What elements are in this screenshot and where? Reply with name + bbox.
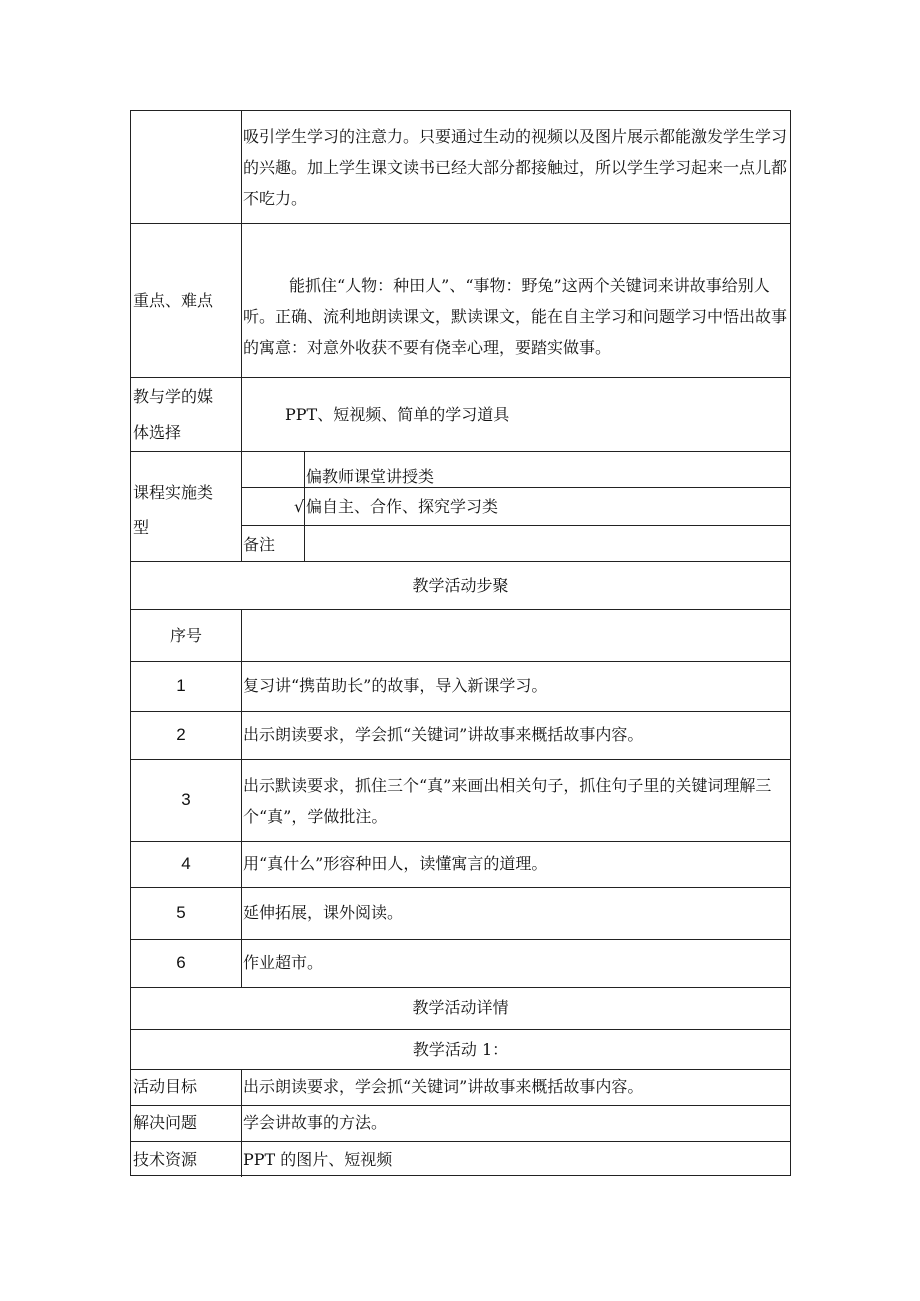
course-type-option-teacher: 偏教师课堂讲授类 xyxy=(306,467,435,486)
row-divider xyxy=(131,451,790,452)
step-text: 延伸拓展，课外阅读。 xyxy=(243,903,404,922)
goal-value: 出示朗读要求，学会抓“关键词”讲故事来概括故事内容。 xyxy=(243,1077,644,1096)
row-divider xyxy=(131,887,790,888)
column-divider xyxy=(241,609,242,987)
key-points-text: 能抓住“人物：种田人”、“事物：野兔”这两个关键词来讲故事给别人听。正确、流利地朗读课文，默读课文，能在自主学习和问题学习中悟出故事的寓意：对意外收获不要有侥幸心理，要踏实做事。 xyxy=(243,276,788,357)
row-divider xyxy=(131,661,790,662)
problem-value: 学会讲故事的方法。 xyxy=(243,1113,388,1132)
row-divider xyxy=(241,487,790,488)
intro-text: 吸引学生学习的注意力。只要通过生动的视频以及图片展示都能激发学生学习的兴趣。加上学生课文读书已经大部分都接触过，所以学生学习起来一点儿都不吃力。 xyxy=(243,127,788,208)
media-label-line2: 体选择 xyxy=(133,423,182,442)
step-number: 5 xyxy=(176,903,186,922)
goal-label: 活动目标 xyxy=(133,1077,198,1096)
media-value: PPT、短视频、简单的学习道具 xyxy=(285,405,510,424)
problem-label: 解决问题 xyxy=(133,1113,198,1132)
row-divider xyxy=(131,711,790,712)
details-title: 教学活动详情 xyxy=(412,998,509,1017)
steps-title: 教学活动步聚 xyxy=(412,576,509,595)
row-divider xyxy=(131,1141,790,1142)
row-divider xyxy=(131,939,790,940)
course-type-check-icon: √ xyxy=(294,497,305,516)
row-divider xyxy=(131,561,790,562)
row-divider xyxy=(131,223,790,224)
step-number: 6 xyxy=(176,953,186,972)
row-divider xyxy=(241,525,790,526)
step-text: 出示朗读要求，学会抓“关键词”讲故事来概括故事内容。 xyxy=(243,725,644,744)
key-points-label: 重点、难点 xyxy=(133,291,214,310)
row-divider xyxy=(131,1069,790,1070)
row-divider xyxy=(131,609,790,610)
course-type-label-line2: 型 xyxy=(133,518,150,537)
row-divider xyxy=(131,759,790,760)
lesson-plan-table xyxy=(130,110,791,1176)
row-divider xyxy=(131,1105,790,1106)
row-divider xyxy=(131,377,790,378)
column-divider xyxy=(241,111,242,561)
tech-value: PPT 的图片、短视频 xyxy=(243,1150,393,1169)
step-text: 作业超市。 xyxy=(243,953,324,972)
row-divider xyxy=(131,987,790,988)
column-divider xyxy=(241,1069,242,1177)
activity-title: 教学活动 1： xyxy=(412,1040,509,1059)
step-number: 3 xyxy=(181,790,191,809)
step-number: 4 xyxy=(181,854,191,873)
seq-header: 序号 xyxy=(169,626,202,645)
step-number: 2 xyxy=(176,725,186,744)
step-text: 出示默读要求，抓住三个“真”来画出相关句子，抓住句子里的关键词理解三个“真”，学做批注。 xyxy=(243,776,772,826)
step-text: 复习讲“携苗助长”的故事，导入新课学习。 xyxy=(243,676,548,695)
course-type-label-line1: 课程实施类 xyxy=(133,483,214,502)
step-text: 用“真什么”形容种田人，读懂寓言的道理。 xyxy=(243,854,548,873)
note-label: 备注 xyxy=(243,535,276,554)
course-type-option-self-study: 偏自主、合作、探究学习类 xyxy=(306,497,499,516)
tech-label: 技术资源 xyxy=(133,1150,198,1169)
row-divider xyxy=(131,841,790,842)
media-label-line1: 教与学的媒 xyxy=(133,387,214,406)
step-number: 1 xyxy=(176,676,186,695)
row-divider xyxy=(131,1029,790,1030)
